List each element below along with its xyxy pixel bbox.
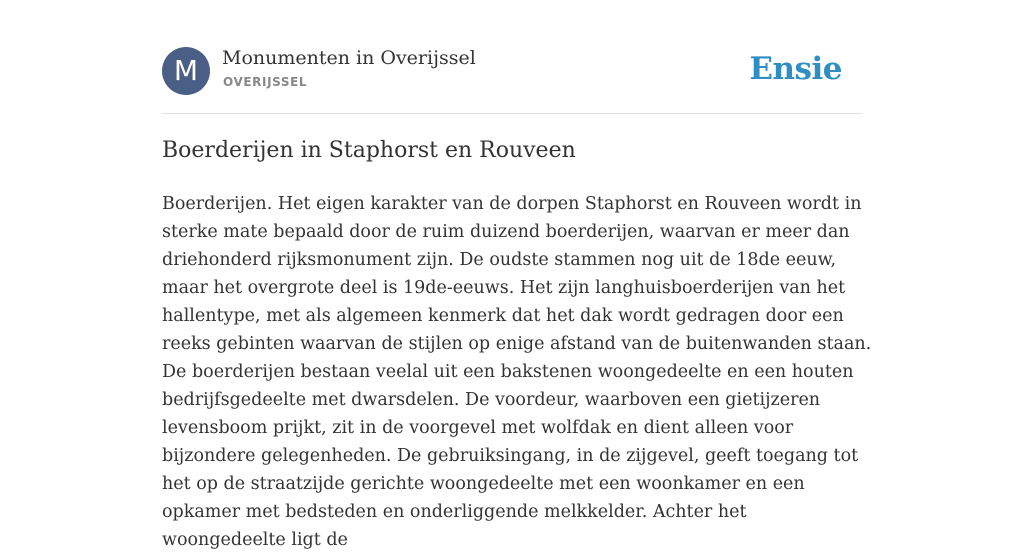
avatar: M (162, 47, 210, 95)
source-title[interactable]: Monumenten in Overijssel (222, 47, 476, 69)
article-title: Boerderijen in Staphorst en Rouveen (162, 138, 576, 163)
source-header (162, 47, 862, 95)
article-body: Boerderijen. Het eigen karakter van de dorpen Staphorst en Rouveen wordt in sterke mate bepaald door de ruim duizend boerderijen, waarvan er meer dan driehonderd rijksmonument zijn. De oudste stammen nog uit de 18de eeuw, maar het overgrote deel is 19de-eeuws. Het zijn langhuisboerderijen van het hallentype, met als algemeen kenmerk dat het dak wordt gedragen door een reeks gebinten waarvan de stijlen op enige afstand van de buitenwanden staan. De boerderijen bestaan veelal uit een bakstenen woongedeelte en een houten bedrijfsgedeelte met dwarsdelen. De voordeur, waarboven een gietijzeren levensboom prijkt, zit in de voorgevel met wolfdak en dient alleen voor bijzondere gelegenheden. De gebruiksingang, in de zijgevel, geeft toegang tot het op de straatzijde gerichte woongedeelte met een woonkamer en een opkamer met bedsteden en onderliggende melkkelder. Achter het woongedeelte ligt de (162, 194, 872, 550)
divider (162, 113, 862, 114)
brand-logo[interactable]: Ensie (749, 51, 842, 87)
source-subtitle[interactable]: OVERIJSSEL (223, 75, 308, 89)
